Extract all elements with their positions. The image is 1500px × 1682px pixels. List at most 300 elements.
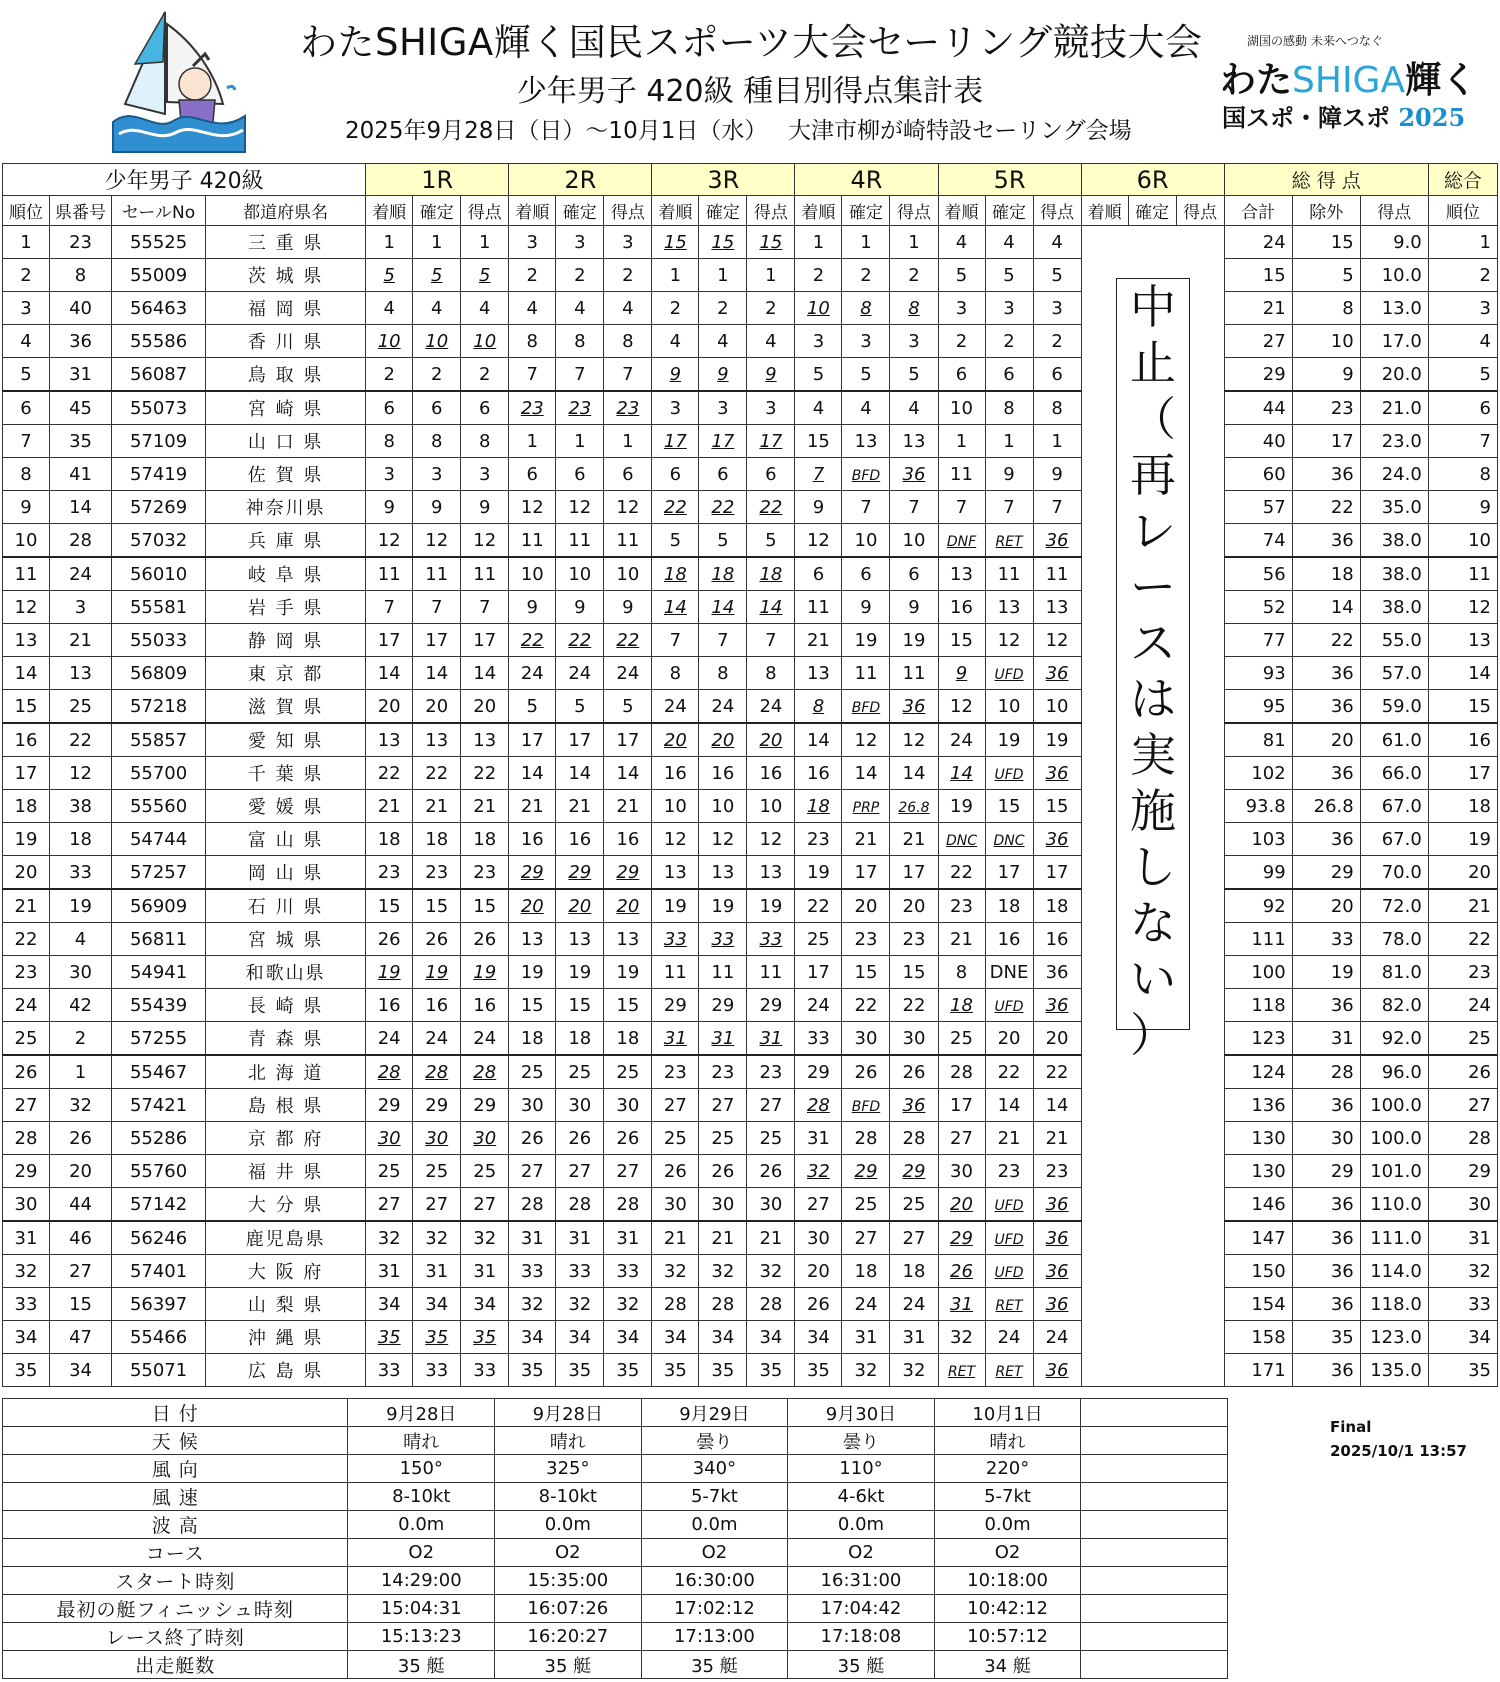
race-1-cell xyxy=(461,226,509,259)
col-header-r2-finish: 着順 xyxy=(509,196,556,226)
race-5-value: 12 xyxy=(1045,629,1069,651)
score-cell: 111.0 xyxy=(1360,1221,1428,1255)
race-4-cell xyxy=(842,1255,890,1288)
race-4-cell xyxy=(842,358,890,392)
race-1-value: 29 xyxy=(473,1094,497,1116)
col-header-r3-confirmed: 確定 xyxy=(699,196,747,226)
race-4-cell xyxy=(795,557,842,591)
race-5-value: 22 xyxy=(1045,1061,1069,1083)
race-4-value: 12 xyxy=(854,729,878,751)
race-3-value: 21 xyxy=(663,1227,687,1249)
overall-rank-cell: 20 xyxy=(1428,856,1497,890)
score-cell: 70.0 xyxy=(1360,856,1428,890)
rank-cell: 11 xyxy=(3,557,50,591)
race-2-cell xyxy=(604,259,652,292)
race-1-value: 16 xyxy=(473,994,497,1016)
race-4-value: 31 xyxy=(806,1127,830,1149)
sail-no-cell: 57255 xyxy=(112,1022,206,1056)
event-venue: 大津市柳が崎特設セーリング会場 xyxy=(788,118,1132,144)
condition-value: 14:29:00 xyxy=(348,1567,495,1595)
race-4-value: 11 xyxy=(854,662,878,684)
race-5-cell xyxy=(1033,624,1081,657)
race-5-value: 23 xyxy=(1045,1160,1069,1182)
score-cell: 118.0 xyxy=(1360,1288,1428,1321)
race-4-cell xyxy=(795,657,842,690)
race-4-cell xyxy=(890,989,938,1022)
race-5-cell xyxy=(985,624,1033,657)
race-3-cell xyxy=(699,1288,747,1321)
race-3-cell xyxy=(747,292,795,325)
race-1-cell xyxy=(366,723,413,757)
race-5-value: 36 xyxy=(1045,994,1069,1016)
race-1-cell xyxy=(461,1321,509,1354)
race-4-cell xyxy=(842,723,890,757)
col-header-r3-finish: 着順 xyxy=(652,196,699,226)
race-1-value: 15 xyxy=(377,895,401,917)
sail-no-cell: 57419 xyxy=(112,458,206,491)
race-3-cell xyxy=(652,1089,699,1122)
race-5-cell xyxy=(938,226,985,259)
race-2-cell xyxy=(556,723,604,757)
race-4-cell xyxy=(795,956,842,989)
race-1-cell xyxy=(461,1089,509,1122)
race-3-cell xyxy=(652,292,699,325)
race-2-cell xyxy=(556,1022,604,1056)
race-1-cell xyxy=(413,325,461,358)
rank-cell: 13 xyxy=(3,624,50,657)
race-2-cell xyxy=(509,226,556,259)
page-title: わたSHIGA輝く国民スポーツ大会セーリング競技大会 xyxy=(300,21,1203,64)
race-4-cell xyxy=(890,557,938,591)
race-5-cell xyxy=(938,358,985,392)
race-2-value: 14 xyxy=(616,762,640,784)
race-3-value: 30 xyxy=(663,1193,687,1215)
pref-name-cell: 宮 城 県 xyxy=(206,923,366,956)
race-1-cell xyxy=(461,956,509,989)
race-2-value: 9 xyxy=(574,596,586,618)
race-4-cell xyxy=(795,458,842,491)
overall-rank-cell: 31 xyxy=(1428,1221,1497,1255)
race-4-value: 31 xyxy=(854,1326,878,1348)
race-1-value: 31 xyxy=(473,1260,497,1282)
excluded-cell: 36 xyxy=(1292,823,1360,856)
race-3-cell xyxy=(747,624,795,657)
race-1-cell xyxy=(413,757,461,790)
race-5-value: UFD xyxy=(994,766,1024,783)
race-3-cell xyxy=(747,1255,795,1288)
race-4-value: 17 xyxy=(806,961,830,983)
race-2-value: 23 xyxy=(568,397,592,419)
race-4-value: 5 xyxy=(908,363,920,385)
condition-value: 17:18:08 xyxy=(788,1623,935,1651)
pref-no-cell: 45 xyxy=(50,391,112,425)
race-4-value: 23 xyxy=(806,828,830,850)
race-1-cell xyxy=(461,292,509,325)
race-3-cell xyxy=(699,956,747,989)
race-header-6: 6R xyxy=(1081,164,1224,196)
race-1-value: 22 xyxy=(377,762,401,784)
race-5-value: 19 xyxy=(1045,729,1069,751)
race-2-cell xyxy=(556,1221,604,1255)
race-5-value: 3 xyxy=(1051,297,1063,319)
race-4-cell xyxy=(795,292,842,325)
race-5-cell xyxy=(938,690,985,724)
race-5-cell xyxy=(985,690,1033,724)
condition-value: 0.0m xyxy=(641,1511,788,1539)
condition-label: 波 高 xyxy=(3,1511,348,1539)
excluded-cell: 19 xyxy=(1292,956,1360,989)
race-1-cell xyxy=(366,1221,413,1255)
race-5-cell xyxy=(985,524,1033,558)
condition-value: 8-10kt xyxy=(348,1483,495,1511)
pref-name-cell: 山 口 県 xyxy=(206,425,366,458)
condition-label: スタート時刻 xyxy=(3,1567,348,1595)
race-3-cell xyxy=(699,425,747,458)
race-4-cell xyxy=(795,1155,842,1188)
total-header: 総 得 点 xyxy=(1224,164,1428,196)
race-3-cell xyxy=(652,358,699,392)
race-2-value: 11 xyxy=(616,529,640,551)
race-3-cell xyxy=(747,226,795,259)
cancel-char: 再 xyxy=(1130,448,1176,502)
race-4-cell xyxy=(842,458,890,491)
excluded-cell: 20 xyxy=(1292,723,1360,757)
race-3-value: 25 xyxy=(711,1127,735,1149)
race-5-value: DNF xyxy=(946,533,977,550)
rank-cell: 33 xyxy=(3,1288,50,1321)
race-5-cell xyxy=(1033,989,1081,1022)
logo-sub-year: 2025 xyxy=(1398,103,1466,132)
race-4-cell xyxy=(890,657,938,690)
race-1-value: 34 xyxy=(425,1293,449,1315)
race-2-value: 3 xyxy=(574,231,586,253)
total-cell: 15 xyxy=(1224,259,1292,292)
score-cell: 13.0 xyxy=(1360,292,1428,325)
race-5-value: 6 xyxy=(955,363,968,385)
race-1-cell xyxy=(461,790,509,823)
race-3-value: 6 xyxy=(765,463,777,485)
race-5-cell xyxy=(985,358,1033,392)
race-1-value: 33 xyxy=(425,1359,449,1381)
race-3-cell xyxy=(652,591,699,624)
condition-value-race6 xyxy=(1081,1427,1228,1455)
condition-value-race6 xyxy=(1081,1511,1228,1539)
race-2-cell xyxy=(509,1255,556,1288)
race-2-value: 16 xyxy=(616,828,640,850)
race-1-value: 6 xyxy=(430,397,443,419)
race-4-value: 25 xyxy=(806,928,830,950)
race-2-value: 12 xyxy=(616,496,640,518)
race-1-cell xyxy=(461,723,509,757)
condition-row xyxy=(3,1455,1228,1483)
race-5-cell xyxy=(1033,823,1081,856)
race-3-value: 35 xyxy=(711,1359,735,1381)
race-3-value: 27 xyxy=(663,1094,687,1116)
race-1-cell xyxy=(366,1354,413,1387)
table-row xyxy=(3,989,1498,1022)
race-1-cell xyxy=(366,1122,413,1155)
cancel-char: ー xyxy=(1130,560,1176,614)
race-1-cell xyxy=(461,524,509,558)
race-5-cell xyxy=(985,657,1033,690)
race-2-cell xyxy=(556,624,604,657)
race-4-value: 26 xyxy=(902,1061,926,1083)
race-5-cell xyxy=(938,1354,985,1387)
rank-cell: 22 xyxy=(3,923,50,956)
race-5-cell xyxy=(1033,1288,1081,1321)
race-2-cell xyxy=(509,1354,556,1387)
race-1-cell xyxy=(366,657,413,690)
pref-no-cell: 47 xyxy=(50,1321,112,1354)
rank-cell: 17 xyxy=(3,757,50,790)
total-cell: 103 xyxy=(1224,823,1292,856)
race-4-value: 9 xyxy=(908,596,920,618)
race-1-value: 26 xyxy=(425,928,449,950)
race-3-cell xyxy=(699,1255,747,1288)
rank-cell: 29 xyxy=(3,1155,50,1188)
overall-rank-cell: 3 xyxy=(1428,292,1497,325)
total-cell: 74 xyxy=(1224,524,1292,558)
race-4-value: 27 xyxy=(806,1193,830,1215)
race-2-cell xyxy=(509,591,556,624)
excluded-cell: 15 xyxy=(1292,226,1360,259)
excluded-cell: 36 xyxy=(1292,524,1360,558)
race-1-cell xyxy=(461,1255,509,1288)
race-1-value: 14 xyxy=(473,662,497,684)
race-2-cell xyxy=(509,458,556,491)
sail-no-cell: 54941 xyxy=(112,956,206,989)
condition-value: 5-7kt xyxy=(641,1483,788,1511)
race-5-value: RET xyxy=(995,1363,1023,1380)
race-1-cell xyxy=(413,989,461,1022)
race-4-value: 36 xyxy=(902,463,926,485)
race-4-cell xyxy=(890,690,938,724)
score-cell: 38.0 xyxy=(1360,524,1428,558)
race-2-value: 30 xyxy=(520,1094,544,1116)
race-1-cell xyxy=(413,557,461,591)
race-5-value: DNE xyxy=(989,961,1029,983)
race-5-cell xyxy=(985,1288,1033,1321)
race-1-cell xyxy=(366,325,413,358)
category-label: 少年男子 420級 xyxy=(3,164,366,196)
race-3-cell xyxy=(699,524,747,558)
race-5-value: 4 xyxy=(1003,231,1015,253)
race-3-value: 2 xyxy=(669,297,682,319)
overall-rank-cell: 22 xyxy=(1428,923,1497,956)
race-4-value: 3 xyxy=(908,330,920,352)
cancel-char: ス xyxy=(1130,616,1176,670)
race-1-cell xyxy=(461,491,509,524)
race-1-value: 5 xyxy=(479,264,491,286)
race-1-value: 5 xyxy=(430,264,443,286)
pref-name-cell: 青 森 県 xyxy=(206,1022,366,1056)
sail-no-cell: 55286 xyxy=(112,1122,206,1155)
race-3-cell xyxy=(747,458,795,491)
race-2-value: 22 xyxy=(520,629,544,651)
pref-name-cell: 兵 庫 県 xyxy=(206,524,366,558)
race-4-value: 3 xyxy=(812,330,825,352)
race-1-value: 30 xyxy=(473,1127,497,1149)
race-1-cell xyxy=(413,458,461,491)
pref-no-cell: 38 xyxy=(50,790,112,823)
race-5-value: 22 xyxy=(950,861,973,883)
race-2-cell xyxy=(556,790,604,823)
race-2-cell xyxy=(604,1321,652,1354)
race-3-cell xyxy=(747,690,795,724)
table-row xyxy=(3,524,1498,558)
race-5-cell xyxy=(938,292,985,325)
condition-value: 9月28日 xyxy=(495,1399,642,1427)
race-5-value: 10 xyxy=(997,695,1021,717)
race-2-cell xyxy=(604,1055,652,1089)
race-1-cell xyxy=(413,889,461,923)
excluded-cell: 29 xyxy=(1292,856,1360,890)
race-4-cell xyxy=(795,325,842,358)
condition-value: 曇り xyxy=(641,1427,788,1455)
race-3-value: 1 xyxy=(717,264,729,286)
race-5-cell xyxy=(938,591,985,624)
race-2-value: 25 xyxy=(616,1061,640,1083)
race-2-cell xyxy=(604,1122,652,1155)
race-4-cell xyxy=(842,856,890,890)
race-1-cell xyxy=(366,757,413,790)
race-2-value: 1 xyxy=(526,430,538,452)
score-cell: 96.0 xyxy=(1360,1055,1428,1089)
race-4-value: 23 xyxy=(902,928,926,950)
race-3-value: 24 xyxy=(711,695,735,717)
race-1-value: 20 xyxy=(425,695,449,717)
race-2-value: 24 xyxy=(568,662,592,684)
excluded-cell: 22 xyxy=(1292,491,1360,524)
pref-no-cell: 3 xyxy=(50,591,112,624)
col-header-pref: 都道府県名 xyxy=(206,196,366,226)
race-4-cell xyxy=(795,1221,842,1255)
race-4-value: 14 xyxy=(806,729,830,751)
race-4-value: 17 xyxy=(902,861,926,883)
race-5-cell xyxy=(985,1022,1033,1056)
race-3-cell xyxy=(699,1155,747,1188)
race-3-value: 14 xyxy=(663,596,687,618)
race-5-cell xyxy=(1033,557,1081,591)
table-row xyxy=(3,491,1498,524)
race-1-value: 16 xyxy=(425,994,449,1016)
race-1-value: 22 xyxy=(473,762,497,784)
race-5-value: 13 xyxy=(1045,596,1069,618)
race-3-value: 19 xyxy=(759,895,783,917)
race-3-cell xyxy=(652,226,699,259)
race-3-value: 17 xyxy=(663,430,687,452)
col-header-r2-points: 得点 xyxy=(604,196,652,226)
race-1-value: 8 xyxy=(479,430,491,452)
race-4-value: 28 xyxy=(854,1127,878,1149)
excluded-cell: 17 xyxy=(1292,425,1360,458)
race-2-cell xyxy=(509,723,556,757)
condition-value: 9月28日 xyxy=(348,1399,495,1427)
race-2-value: 12 xyxy=(568,496,592,518)
race-3-value: 7 xyxy=(717,629,729,651)
race-2-value: 31 xyxy=(568,1227,592,1249)
race-4-value: 18 xyxy=(854,1260,878,1282)
race-3-value: 27 xyxy=(711,1094,735,1116)
race-5-cell xyxy=(985,1354,1033,1387)
race-3-value: 15 xyxy=(711,231,735,253)
table-row xyxy=(3,591,1498,624)
overall-rank-cell: 23 xyxy=(1428,956,1497,989)
condition-label: 最初の艇フィニッシュ時刻 xyxy=(3,1595,348,1623)
race-4-cell xyxy=(795,1354,842,1387)
race-5-cell xyxy=(1033,956,1081,989)
race-2-value: 17 xyxy=(568,729,592,751)
overall-rank-cell: 10 xyxy=(1428,524,1497,558)
condition-value: 16:07:26 xyxy=(495,1595,642,1623)
race-3-cell xyxy=(747,1288,795,1321)
race-4-value: 18 xyxy=(902,1260,926,1282)
race-1-value: 9 xyxy=(383,496,395,518)
race-3-cell xyxy=(652,889,699,923)
pref-name-cell: 石 川 県 xyxy=(206,889,366,923)
race-2-value: 16 xyxy=(520,828,544,850)
race-3-value: 30 xyxy=(759,1193,783,1215)
race-2-cell xyxy=(604,391,652,425)
race-3-value: 15 xyxy=(759,231,783,253)
race-3-cell xyxy=(699,491,747,524)
race-3-cell xyxy=(699,889,747,923)
race-4-value: 32 xyxy=(806,1160,830,1182)
pref-name-cell: 静 岡 県 xyxy=(206,624,366,657)
total-cell: 60 xyxy=(1224,458,1292,491)
race-2-cell xyxy=(556,1055,604,1089)
sail-no-cell: 56246 xyxy=(112,1221,206,1255)
table-row xyxy=(3,1022,1498,1056)
condition-value: 325° xyxy=(495,1455,642,1483)
race-3-cell xyxy=(747,1122,795,1155)
table-row xyxy=(3,557,1498,591)
race-2-cell xyxy=(556,923,604,956)
race-3-cell xyxy=(747,391,795,425)
race-3-value: 13 xyxy=(711,861,735,883)
race-5-cell xyxy=(985,956,1033,989)
race-4-value: 15 xyxy=(854,961,878,983)
race-3-value: 20 xyxy=(663,729,687,751)
excluded-cell: 20 xyxy=(1292,889,1360,923)
race-2-cell xyxy=(604,856,652,890)
race-1-cell xyxy=(413,1122,461,1155)
race-2-value: 19 xyxy=(520,961,544,983)
race-3-value: 25 xyxy=(759,1127,783,1149)
table-row xyxy=(3,1288,1498,1321)
pref-no-cell: 46 xyxy=(50,1221,112,1255)
race-3-value: 30 xyxy=(711,1193,735,1215)
overall-rank-cell: 6 xyxy=(1428,391,1497,425)
pref-no-cell: 42 xyxy=(50,989,112,1022)
score-cell: 123.0 xyxy=(1360,1321,1428,1354)
final-label: Final xyxy=(1330,1418,1372,1436)
race-3-cell xyxy=(652,458,699,491)
total-cell: 102 xyxy=(1224,757,1292,790)
race-2-value: 20 xyxy=(520,895,544,917)
pref-name-cell: 宮 崎 県 xyxy=(206,391,366,425)
race-1-value: 3 xyxy=(430,463,443,485)
total-cell: 111 xyxy=(1224,923,1292,956)
condition-row xyxy=(3,1595,1228,1623)
race-1-cell xyxy=(461,557,509,591)
race-1-value: 26 xyxy=(473,928,497,950)
race-1-cell xyxy=(366,458,413,491)
race-5-value: 3 xyxy=(1003,297,1015,319)
race-1-value: 11 xyxy=(473,563,497,585)
race-5-cell xyxy=(938,790,985,823)
race-4-cell xyxy=(842,823,890,856)
